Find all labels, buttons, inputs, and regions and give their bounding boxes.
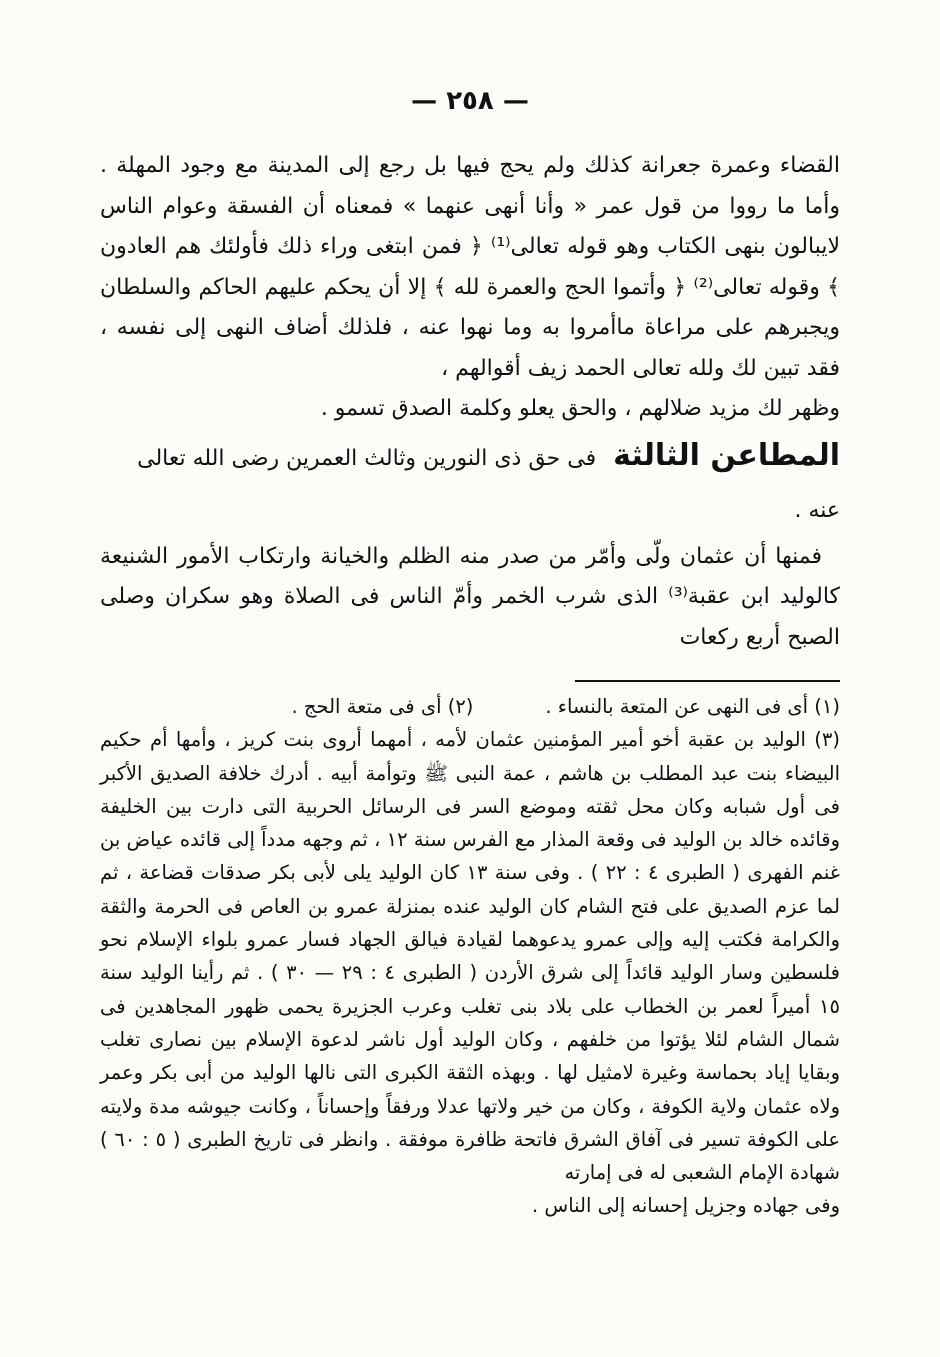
section-heading: المطاعن الثالثة: [613, 437, 840, 473]
footnote-row: [100, 690, 840, 723]
main-paragraph-last-line: وظهر لك مزيد ضلالهم ، والحق يعلو وكلمة الصدق تسمو .: [320, 396, 840, 421]
footnote-separator: [575, 680, 840, 682]
footnote-2: (٢) أى فى متعة الحج .: [291, 695, 474, 718]
section-heading-line: [100, 430, 840, 537]
footnote-3: (٣) الوليد بن عقبة أخو أمير المؤمنين عثمان لأمه ، أمهما أروى بنت كريز ، وأمها أم حكيم البيضاء بنت عبد المطلب بن هاشم ، عمة النبى ﷺ وتوأمة أبيه . أدرك خلافة الصديق الأكبر فى أول شبابه وكان محل ثقته وموضع السر فى الرسائل الحربية التى دارت بين الخليفة وقائده خالد بن الوليد فى وقعة المذار مع الفرس سنة ١٢ ، ثم وجهه مدداً إلى قائده عياض بن غنم الفهرى ( الطبرى ٤ : ٢٢ ) . وفى سنة ١٣ كان الوليد يلى لأبى بكر صدقات قضاعة ، ثم لما عزم الصديق على فتح الشام كان الوليد عنده بمنزلة عمرو بن العاص فى الحرمة والثقة والكرامة فكتب إليه وإلى عمرو يدعوهما لقيادة فيالق الجهاد فسار عمرو بلواء الإسلام نحو فلسطين وسار الوليد قائداً إلى شرق الأردن ( الطبرى ٤ : ٢٩ — ٣٠ ) . ثم رأينا الوليد سنة ١٥ أميراً لعمر بن الخطاب على بلاد بنى تغلب وعرب الجزيرة يحمى ظهور المجاهدين فى شمال الشام لئلا يؤتوا من خلفهم ، وكان الوليد أول ناشر لدعوة الإسلام بين نصارى تغلب وبقايا إياد بحماسة وغيرة لامثيل لها . وبهذه الثقة الكبرى التى نالها الوليد من أبى بكر وعمر ولاه عثمان ولاية الكوفة ، وكان من خير ولاتها عدلا ورفقاً وإحساناً ، وكانت جيوشه مدة ولايته على الكوفة تسير فى آفاق الشرق فاتحة ظافرة موفقة . وانظر فى تاريخ الطبرى ( ٥ : ٦٠ ) شهادة الإمام الشعبى له فى إمارته: [100, 728, 841, 1185]
footnote-3-last-line: وفى جهاده وجزيل إحسانه إلى الناس .: [532, 1194, 840, 1218]
section-text: [100, 537, 840, 659]
section-paragraph: فمنها أن عثمان ولّى وأمّر من صدر منه الظلم والخيانة وارتكاب الأمور الشنيعة كالوليد ابن عقبة⁽³⁾ الذى شرب الخمر وأمّ الناس فى الصلاة وهو سكران وصلى الصبح أربع ركعات: [100, 543, 840, 650]
footnote-1: (١) أى فى النهى عن المتعة بالنساء .: [545, 695, 840, 718]
main-paragraph: القضاء وعمرة جعرانة كذلك ولم يحج فيها بل رجع إلى المدينة مع وجود المهلة . وأما ما رووا من قول عمر « وأنا أنهى عنهما » فمعناه أن الفسقة وعوام الناس لايبالون بنهى الكتاب وهو قوله تعالى⁽¹⁾ ﴿ فمن ابتغى وراء ذلك فأولئك هم العادون ﴾ وقوله تعالى⁽²⁾ ﴿ وأتموا الحج والعمرة لله ﴾ إلا أن يحكم عليهم الحاكم والسلطان ويجبرهم على مراعاة ماأمروا به وما نهوا عنه ، فلذلك أضاف النهى إلى نفسه ، فقد تبين لك ولله تعالى الحمد زيف أقوالهم ،: [100, 153, 841, 381]
page-number: — ٢٥٨ —: [411, 86, 529, 116]
section-heading-subtitle: فى حق ذى النورين وثالث العمرين رضى الله تعالى عنه .: [137, 445, 840, 523]
main-text: [100, 146, 840, 430]
footnotes: [100, 690, 840, 1223]
